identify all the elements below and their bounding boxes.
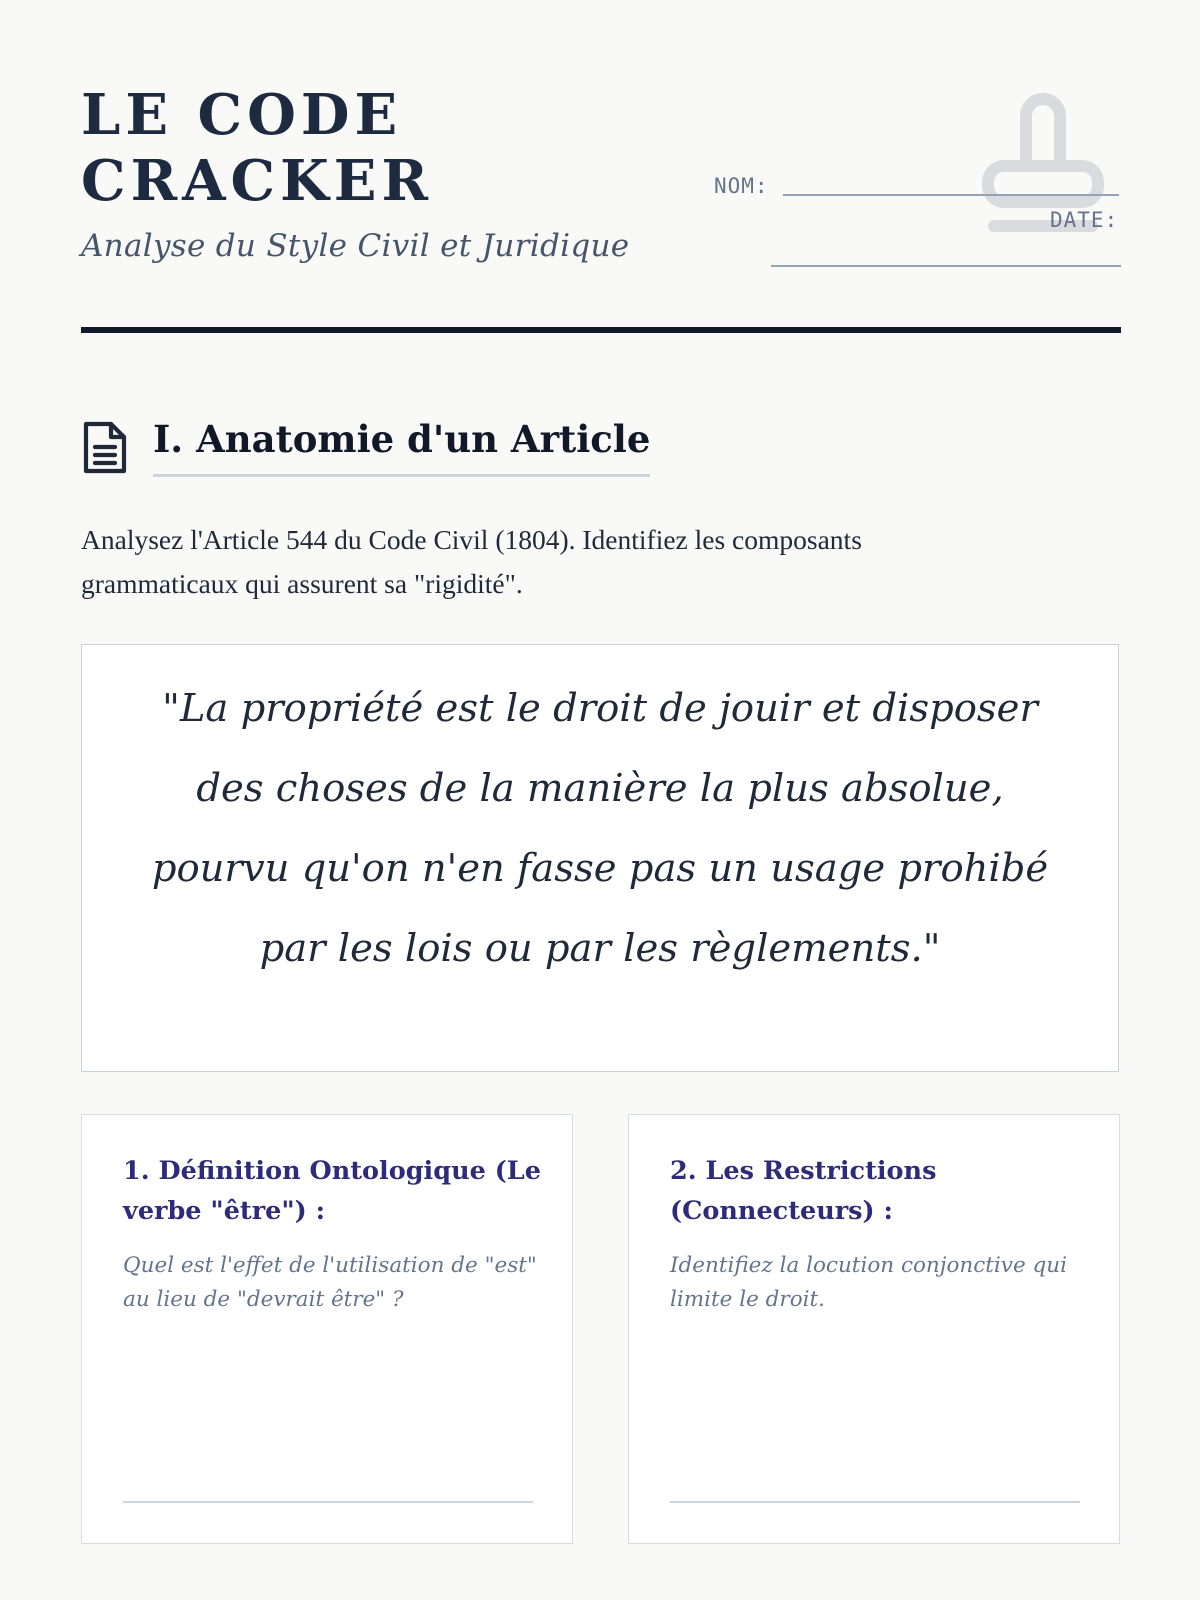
article-quote: "La propriété est le droit de jouir et disposer des choses de la manière la plus absolue, pourvu qu'on n'en fasse pas un usage prohibé par les lois ou par les règlements." (151, 686, 1049, 971)
section-title: I. Anatomie d'un Article (153, 414, 650, 477)
header (81, 0, 1121, 336)
page-subtitle: Analyse du Style Civil et Juridique (81, 228, 630, 264)
name-label: NOM: (714, 174, 769, 198)
instructions-text: Analysez l'Article 544 du Code Civil (1804). Identifiez les composants grammaticaux qui assurent sa "rigidité". (81, 524, 862, 599)
date-field-label-row (1050, 208, 1118, 232)
page-title: LE CODE CRACKER (81, 82, 434, 214)
answer-line[interactable] (123, 1501, 533, 1503)
question-title: 2. Les Restrictions (Connecteurs) : (670, 1156, 937, 1226)
question-card-1 (81, 1114, 573, 1544)
name-line[interactable] (783, 193, 1119, 196)
document-icon (81, 420, 129, 476)
worksheet-page (81, 0, 1121, 1312)
header-divider (81, 327, 1121, 333)
date-label: DATE: (1050, 208, 1119, 232)
question-prompt: Identifiez la locution conjonctive qui limite le droit. (670, 1253, 1067, 1312)
name-field[interactable] (714, 174, 1119, 198)
date-line[interactable] (771, 265, 1121, 267)
question-prompt: Quel est l'effet de l'utilisation de "est" au lieu de "devrait être" ? (123, 1253, 537, 1312)
question-title: 1. Définition Ontologique (Le verbe "être") : (123, 1156, 541, 1226)
answer-line[interactable] (670, 1501, 1080, 1503)
question-card-2 (628, 1114, 1120, 1544)
section-heading (81, 414, 650, 477)
quote-box (81, 644, 1119, 1072)
